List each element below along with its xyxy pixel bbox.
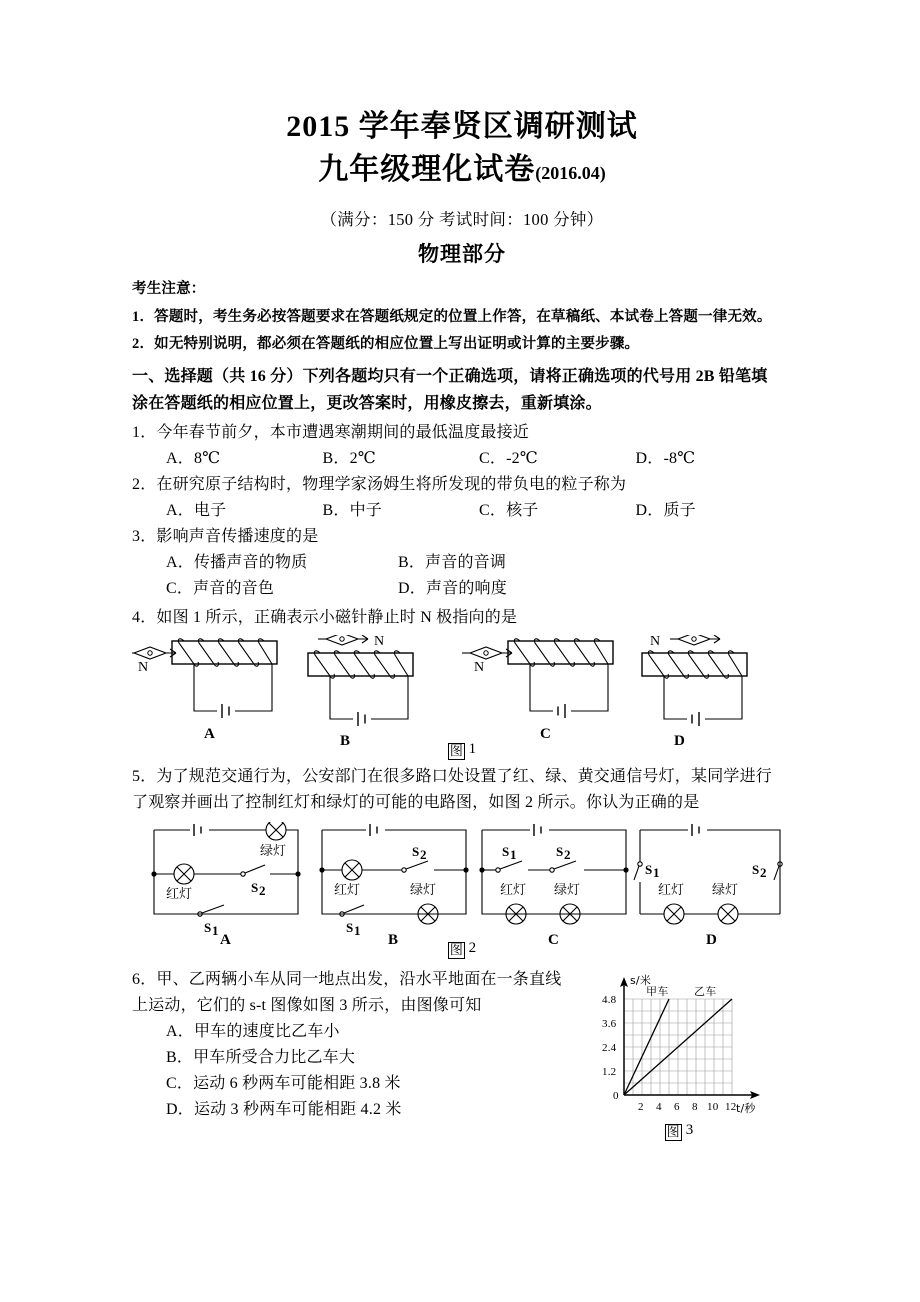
figure-2-letter-c: C: [548, 932, 559, 948]
chart-ytick-3: 3.6: [602, 1018, 617, 1031]
question-6-option-c[interactable]: C．运动 6 秒两车可能相距 3.8 米: [166, 1074, 401, 1092]
question-6-option-b-row: [132, 1045, 592, 1071]
question-6-option-b[interactable]: B．甲车所受合力比乙车大: [166, 1048, 356, 1066]
figure-3-caption-glyph: 图: [666, 1125, 680, 1141]
figure-2-panel-c: [479, 824, 628, 947]
figure-1-panel-b: [308, 635, 413, 749]
chart-ytick-4: 4.8: [602, 994, 617, 1007]
red-lamp-label-a: 红灯: [166, 887, 193, 903]
question-2-options: [132, 498, 792, 524]
question-5-text-1: 为了规范交通行为，公安部门在很多路口处设置了红、绿、黄交通信号灯，某同学进行: [156, 768, 773, 786]
score-and-time-line: （满分：150 分 考试时间：100 分钟）: [320, 210, 604, 229]
page-subtitle: [132, 151, 792, 189]
section-heading-line-2: 涂在答题纸的相应位置上，更改答案时，用橡皮擦去，重新填涂。: [132, 395, 602, 413]
switch2-sub-d: 2: [760, 865, 767, 881]
question-1-text: 今年春节前夕，本市遭遇寒潮期间的最低温度最接近: [156, 424, 530, 442]
question-3-option-a[interactable]: A．传播声音的物质: [166, 553, 308, 571]
question-3-option-d[interactable]: D．声音的响度: [398, 579, 507, 597]
switch2-label-a: S: [251, 880, 259, 896]
question-5: [132, 764, 792, 816]
note-item-2: 2．如无特别说明，都必须在答题纸的相应位置上写出证明或计算的主要步骤。: [132, 336, 640, 352]
switch1-label-b: S: [346, 920, 354, 936]
needle-label-d: N: [650, 635, 661, 650]
question-6: [132, 967, 792, 1141]
chart-xtick-10: 10: [707, 1101, 719, 1114]
green-lamp-label-a: 绿灯: [260, 844, 287, 860]
figure-2-letter-d: D: [706, 932, 717, 948]
part-title: 物理部分: [418, 242, 506, 266]
chart-xtick-12: 12: [725, 1101, 737, 1114]
needle-label-a: N: [138, 660, 149, 676]
figure-1-letter-c: C: [540, 726, 551, 743]
question-3-options-row-2: [132, 576, 792, 602]
chart-legend-yi: 乙车: [694, 985, 717, 999]
figure-2-panel-a: [151, 822, 300, 947]
question-1-stem: [132, 420, 792, 446]
compass-needle-b: [318, 635, 368, 645]
figure-3-caption-number: 3: [685, 1122, 694, 1139]
question-6-option-d[interactable]: D．运动 3 秒两车可能相距 4.2 米: [166, 1100, 402, 1118]
question-3-text: 影响声音传播速度的是: [156, 527, 319, 545]
figure-2-caption: [132, 940, 792, 959]
section-heading-line-1: 一、选择题（共 16 分）下列各题均只有一个正确选项，请将正确选项的代号用 2B 铅笔填: [132, 367, 768, 385]
question-4-stem: [132, 605, 792, 631]
question-5-stem-line-2: 了观察并画出了控制红灯和绿灯的可能的电路图，如图 2 所示。你认为正确的是: [132, 794, 700, 812]
switch2-label-b: S: [412, 844, 420, 860]
question-6-option-a-row: [132, 1019, 592, 1045]
switch2-sub-a: 2: [259, 883, 266, 899]
question-1-options: [132, 446, 792, 472]
switch2-sub-c: 2: [564, 847, 571, 863]
figure-1-letter-d: D: [674, 733, 685, 750]
figure-3-caption: [576, 1118, 782, 1142]
switch1-sub-a: 1: [212, 923, 219, 939]
green-lamp-label-d: 绿灯: [712, 883, 739, 899]
question-6-stem-line-1: [132, 967, 592, 993]
question-2-option-b[interactable]: B．中子: [322, 501, 382, 519]
switch2-sub-b: 2: [420, 847, 427, 863]
figure-1-panel-c: [462, 639, 613, 742]
question-6-option-c-row: [132, 1071, 592, 1097]
figure-1-letter-b: B: [340, 733, 351, 750]
question-6-option-d-row: [132, 1097, 592, 1123]
question-3-option-b[interactable]: B．声音的音调: [398, 553, 507, 571]
question-4: [132, 605, 792, 631]
switch2-label-d: S: [752, 862, 760, 878]
figure-1-panel-d: [642, 635, 747, 749]
needle-label-b: N: [374, 635, 385, 650]
figure-2-panel-d: [634, 824, 782, 947]
figure-1-caption-number: 1: [468, 741, 477, 758]
compass-needle-c: [462, 647, 512, 659]
red-lamp-label-d: 红灯: [658, 883, 685, 899]
note-item-1: 1．答题时，考生务必按答题要求在答题纸规定的位置上作答，在草稿纸、本试卷上答题一律无效。: [132, 308, 772, 325]
figure-2-svg: [132, 822, 792, 947]
figure-1-caption: [132, 741, 792, 760]
figure-1-solenoids: [132, 635, 792, 760]
page-subtitle-date: (2016.04): [535, 162, 606, 183]
compass-needle-d: [670, 635, 720, 645]
switch1-sub-d: 1: [653, 865, 660, 881]
chart-ytick-0: 0: [613, 1090, 619, 1103]
question-3-number: 3．: [132, 527, 157, 545]
green-lamp-label-b: 绿灯: [410, 883, 437, 899]
chart-ylabel: s/米: [630, 974, 652, 988]
question-1-option-d[interactable]: D．-8℃: [635, 450, 696, 467]
switch1-sub-c: 1: [510, 847, 517, 863]
question-2-option-c[interactable]: C．核子: [479, 501, 539, 519]
question-6-option-a[interactable]: A．甲车的速度比乙车小: [166, 1022, 340, 1040]
question-1: [132, 420, 792, 472]
switch1-label-a: S: [204, 920, 212, 936]
figure-2-caption-number: 2: [468, 940, 477, 957]
question-4-text: 如图 1 所示，正确表示小磁针静止时 N 极指向的是: [156, 609, 518, 627]
green-lamp-label-c: 绿灯: [554, 883, 581, 899]
figure-1-letter-a: A: [204, 726, 215, 743]
switch1-label-c: S: [502, 844, 510, 860]
chart-ytick-2: 2.4: [602, 1042, 617, 1055]
compass-needle-a: [132, 647, 176, 659]
question-2-option-a[interactable]: A．电子: [166, 501, 227, 519]
chart-legend-jia: 甲车: [646, 985, 669, 999]
question-6-number: 6．: [132, 971, 157, 989]
candidate-notes: [132, 282, 792, 417]
question-1-option-c[interactable]: C．-2℃: [479, 450, 538, 467]
question-3-option-c[interactable]: C．声音的音色: [166, 579, 275, 597]
question-2-number: 2．: [132, 475, 157, 493]
question-6-body: [132, 967, 592, 1122]
figure-2-caption-glyph: 图: [449, 943, 463, 959]
question-1-number: 1．: [132, 424, 157, 442]
question-3: [132, 524, 792, 602]
question-5-stem-line-1: [132, 764, 792, 790]
question-5-number: 5．: [132, 768, 157, 786]
chart-xtick-6: 6: [674, 1101, 680, 1114]
red-lamp-label-c: 红灯: [500, 883, 527, 899]
figure-2-circuits: [132, 822, 792, 959]
question-2-option-d[interactable]: D．质子: [635, 501, 696, 519]
figure-1-panel-a: [132, 639, 277, 742]
chart-xtick-8: 8: [692, 1101, 698, 1114]
chart-xlabel: t/秒: [736, 1102, 756, 1116]
chart-ytick-1: 1.2: [602, 1066, 617, 1079]
red-lamp-label-b: 红灯: [334, 883, 361, 899]
switch1-sub-b: 1: [354, 923, 361, 939]
figure-3-st-chart: [582, 965, 782, 1142]
switch1-label-d: S: [645, 862, 653, 878]
figure-2-panel-b: [319, 824, 468, 947]
question-4-number: 4．: [132, 609, 157, 627]
notes-heading: 考生注意：: [132, 281, 206, 297]
question-3-options-row-1: [132, 550, 792, 576]
question-1-option-b[interactable]: B．2℃: [322, 450, 376, 467]
figure-2-letter-a: A: [220, 932, 231, 948]
chart-xtick-4: 4: [656, 1101, 662, 1114]
page-content: [132, 0, 792, 1141]
page-title: 2015 学年奉贤区调研测试: [286, 110, 638, 143]
figure-2-letter-b: B: [388, 932, 399, 948]
question-6-stem-line-2: 上运动，它们的 s-t 图像如图 3 所示，由图像可知: [132, 997, 482, 1015]
question-2-text: 在研究原子结构时，物理学家汤姆生将所发现的带负电的粒子称为: [156, 475, 627, 493]
page-subtitle-text: 九年级理化试卷: [318, 152, 536, 186]
question-1-option-a[interactable]: A．8℃: [166, 450, 221, 467]
switch2-label-c: S: [556, 844, 564, 860]
question-6-text-1: 甲、乙两辆小车从同一地点出发，沿水平地面在一条直线: [156, 971, 562, 989]
figure-1-svg: [132, 635, 792, 757]
chart-xtick-2: 2: [638, 1101, 644, 1114]
question-2-stem: [132, 472, 792, 498]
figure-1-caption-glyph: 图: [449, 744, 463, 760]
question-2: [132, 472, 792, 524]
question-3-stem: [132, 524, 792, 550]
needle-label-c: N: [474, 660, 485, 676]
